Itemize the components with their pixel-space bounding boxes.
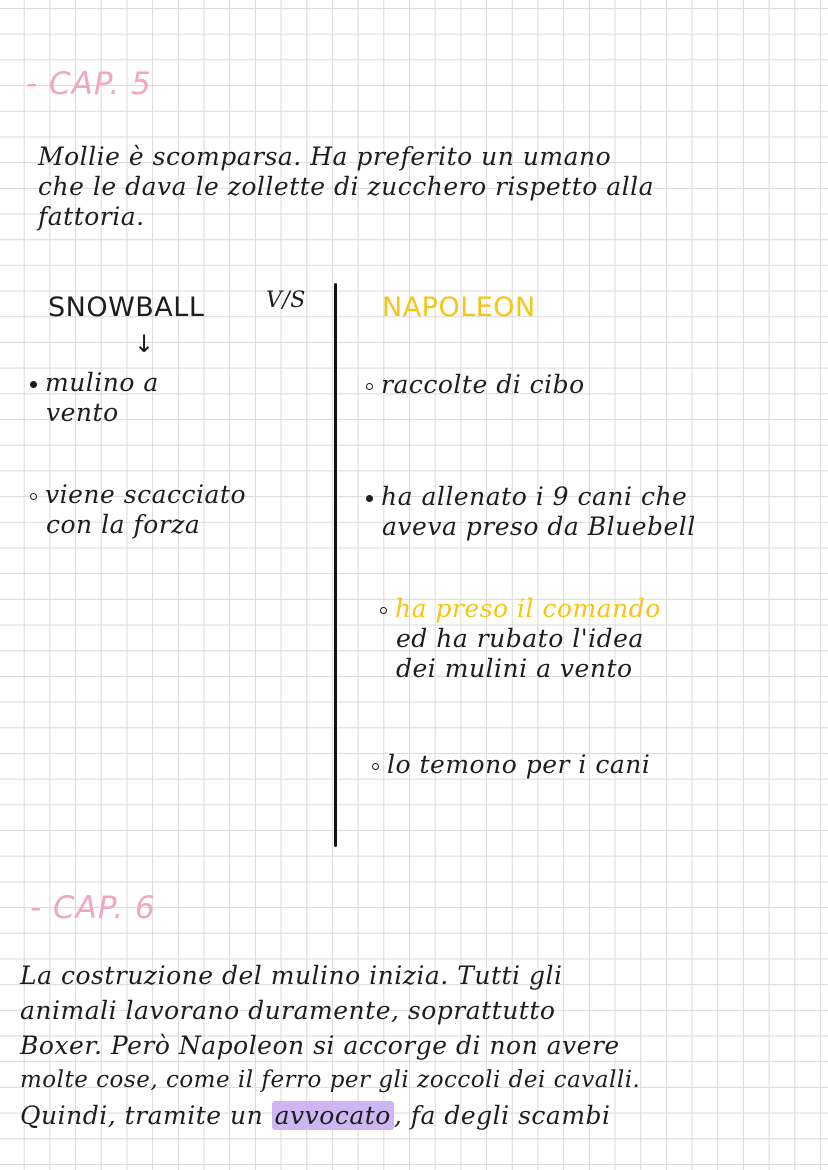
napoleon-item-2: ha allenato i 9 cani che aveva preso da Bluebell bbox=[366, 482, 696, 542]
bullet-icon bbox=[366, 383, 373, 390]
cap5-paragraph bbox=[38, 142, 654, 232]
cap6-line-5: Quindi, tramite un avvocato , fa degli scambi bbox=[20, 1101, 611, 1130]
napoleon-header: NAPOLEON bbox=[382, 292, 536, 323]
bullet-icon bbox=[380, 607, 387, 614]
cap6-line-3: Boxer. Però Napoleon si accorge di non avere bbox=[20, 1031, 620, 1060]
cap6-paragraph bbox=[20, 958, 640, 1133]
snowball-item-2: viene scacciato con la forza bbox=[30, 480, 246, 540]
down-arrow-icon: ↓ bbox=[134, 330, 155, 358]
bullet-icon bbox=[30, 493, 37, 500]
napoleon-item-3: ha preso il comando ed ha rubato l'idea dei mulini a vento bbox=[380, 594, 661, 684]
vs-label: V/S bbox=[266, 288, 306, 313]
cap5-line-1: Mollie è scomparsa. Ha preferito un umano bbox=[38, 142, 612, 171]
cap5-line-3: fattoria. bbox=[38, 202, 145, 231]
cap6-title: - CAP. 6 bbox=[30, 890, 156, 926]
highlighted-word: avvocato bbox=[272, 1101, 394, 1130]
bullet-icon bbox=[30, 381, 37, 388]
napoleon-item-4: lo temono per i cani bbox=[372, 750, 650, 780]
snowball-header: SNOWBALL bbox=[48, 292, 205, 323]
napoleon-item-1: raccolte di cibo bbox=[366, 370, 585, 400]
cap6-line-1: La costruzione del mulino inizia. Tutti gli bbox=[20, 961, 563, 990]
bullet-icon bbox=[372, 763, 379, 770]
snowball-item-1: mulino a vento bbox=[30, 368, 159, 428]
bullet-icon bbox=[366, 495, 373, 502]
cap5-line-2: che le dava le zollette di zucchero rispetto alla bbox=[38, 172, 655, 201]
cap6-line-4: molte cose, come il ferro per gli zoccoli dei cavalli. bbox=[20, 1067, 641, 1093]
cap5-title: - CAP. 5 bbox=[26, 66, 152, 102]
cap6-line-2: animali lavorano duramente, soprattutto bbox=[20, 996, 556, 1025]
column-divider bbox=[334, 283, 337, 847]
highlighted-text: ha preso il comando bbox=[395, 594, 661, 623]
